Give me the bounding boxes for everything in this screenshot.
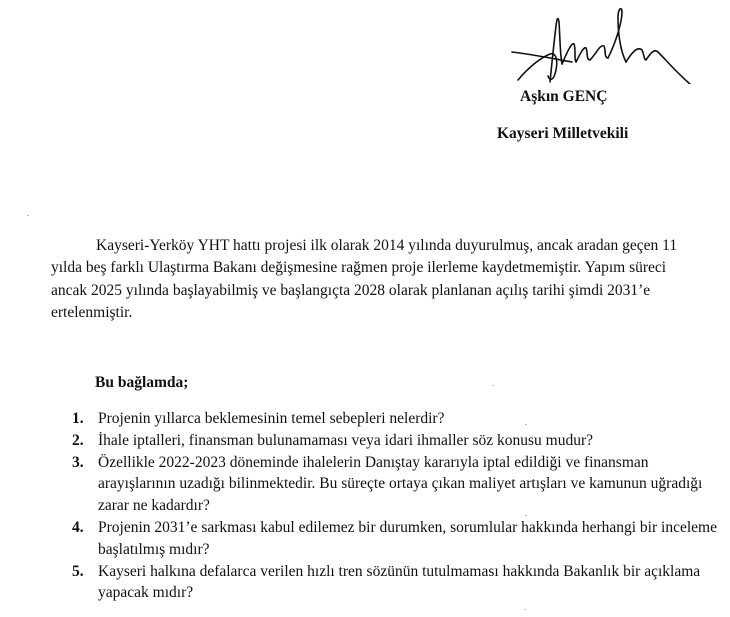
question-number: 4. [72, 518, 84, 536]
question-text: İhale iptalleri, finansman bulunamaması veya idari ihmaller söz konusu mudur? [98, 431, 593, 449]
question-text: Özellikle 2022-2023 döneminde ihalelerin Danıştay kararıyla iptal edildiği ve finansman arayışlarının uzadığı bilinmektedir. Bu süreçte ortaya çıkan maliyet artışları ve kamunun uğradığı zarar ne kadardır? [98, 453, 703, 515]
question-number: 1. [72, 410, 84, 427]
question-item [72, 452, 722, 517]
question-text: Kayseri halkına defalarca verilen hızlı tren sözünün tutulmaması hakkında Bakanlık bir açıklama yapacak mıdır? [98, 562, 701, 602]
question-number: 5. [72, 562, 84, 580]
scan-speck [492, 385, 494, 386]
scan-speck [27, 215, 29, 216]
question-text: Projenin 2031’e sarkması kabul edilemez bir durumken, sorumlular hakkında herhangi bir inceleme başlatılmış mıdır? [98, 518, 717, 558]
signatory-title: Kayseri Milletvekili [497, 125, 629, 142]
context-heading: Bu bağlamda; [95, 374, 189, 391]
question-list [72, 408, 722, 604]
question-item [72, 408, 722, 430]
question-text: Projenin yıllarca beklemesinin temel sebepleri nelerdir? [98, 410, 445, 427]
question-item [72, 430, 722, 452]
intro-paragraph: Kayseri-Yerköy YHT hattı projesi ilk olarak 2014 yılında duyurulmuş, ancak aradan geçen 11 yılda beş farklı Ulaştırma Bakanı değişmesine rağmen proje ilerleme kaydetmemiştir. Yapım süreci ancak 2025 yılında başlayabilmiş ve başlangıçta 2028 olarak planlanan açılış tarihi şimdi 2031’e ertelenmiştir. [51, 237, 678, 322]
intro-section [51, 235, 681, 325]
scan-speck [525, 515, 527, 516]
scan-speck [524, 609, 526, 610]
handwritten-signature [510, 2, 710, 84]
question-item [72, 561, 722, 605]
question-number: 2. [72, 431, 84, 449]
question-number: 3. [72, 453, 84, 471]
scan-speck [525, 424, 527, 425]
signatory-name: Aşkın GENÇ [520, 88, 608, 105]
question-item [72, 517, 722, 561]
